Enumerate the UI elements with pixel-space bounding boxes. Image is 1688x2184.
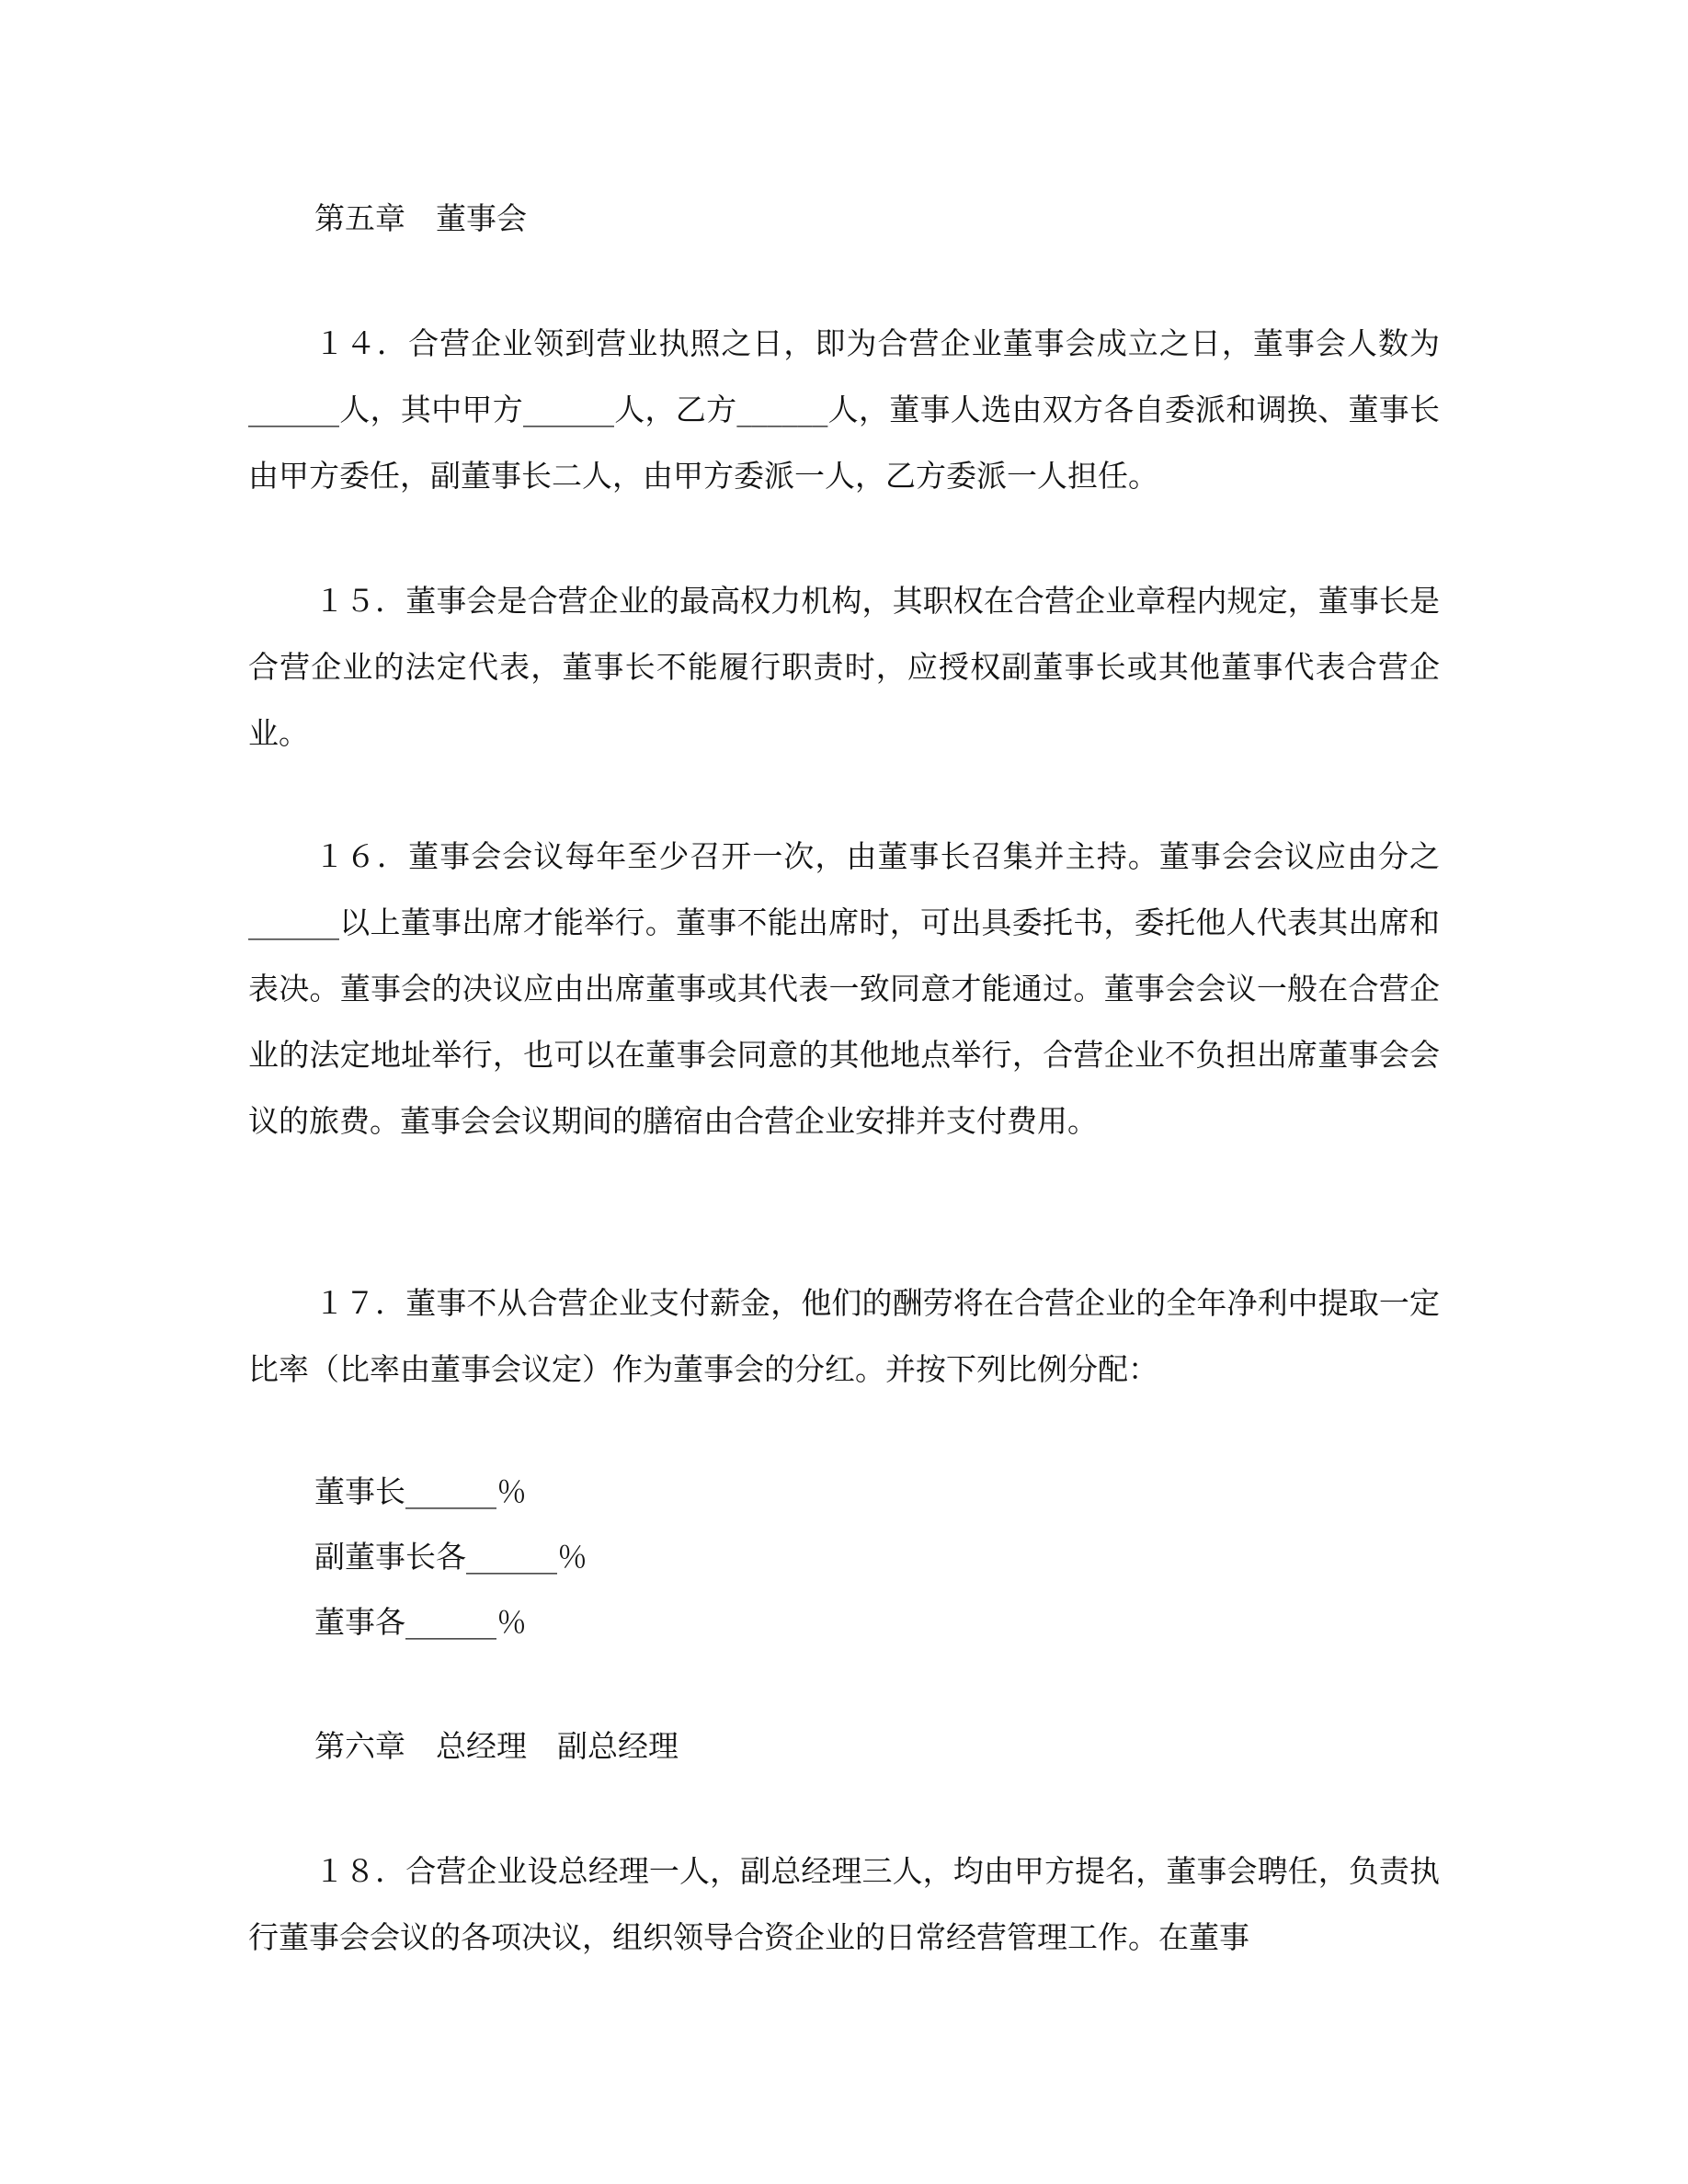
article-17-paragraph: １７．董事不从合营企业支付薪金，他们的酬劳将在合营企业的全年净利中提取一定比率（比率由董事会议定）作为董事会的分红。并按下列比例分配： (248, 1285, 1440, 1387)
chapter-6-heading: 第六章 总经理 副总经理 (314, 1728, 679, 1764)
ratio-vice-chairman (314, 1524, 587, 1590)
chapter-5-heading: 第五章 董事会 (314, 200, 527, 236)
article-14-blank-1: ______ (248, 392, 339, 427)
article-16-paragraph (248, 824, 1440, 1155)
article-18-paragraph: １８．合营企业设总经理一人，副总经理三人，均由甲方提名，董事会聘任，负责执行董事会会议的各项决议，组织领导合资企业的日常经营管理工作。在董事 (248, 1853, 1440, 1955)
ratio-director-unit: ％ (496, 1604, 527, 1640)
article-14-text-3: 人，乙方 (613, 392, 737, 427)
ratio-vice-chairman-unit: ％ (557, 1539, 587, 1575)
ratio-chairman-unit: ％ (496, 1473, 527, 1509)
article-16-text-2: 以上董事出席才能举行。董事不能出席时，可出具委托书，委托他人代表其出席和表决。董事会的决议应由出席董事或其代表一致同意才能通过。董事会会议一般在合营企业的法定地址举行，也可以在董事会同意的其他地点举行，合营企业不负担出席董事会会议的旅费。董事会会议期间的膳宿由合营企业安排并支付费用。 (248, 904, 1440, 1139)
article-15-paragraph: １５．董事会是合营企业的最高权力机构，其职权在合营企业章程内规定，董事长是合营企业的法定代表，董事长不能履行职责时，应授权副董事长或其他董事代表合营企业。 (248, 583, 1440, 751)
ratio-vice-chairman-label: 副董事长各 (314, 1539, 466, 1575)
ratio-chairman-label: 董事长 (314, 1473, 405, 1509)
ratio-director-blank: ______ (405, 1604, 496, 1640)
article-16-text-1: １６．董事会会议每年至少召开一次，由董事长召集并主持。董事会会议应由分之 (314, 838, 1440, 874)
article-14-text-1: １４．合营企业领到营业执照之日，即为合营企业董事会成立之日，董事会人数为 (314, 325, 1440, 361)
ratio-vice-chairman-blank: ______ (466, 1539, 557, 1575)
ratio-director-label: 董事各 (314, 1604, 405, 1640)
article-16-blank-1: ______ (248, 904, 339, 940)
article-14-text-4: 人，董事人选由双方各自委派和调换、董事长由甲方委任，副董事长二人，由甲方委派一人，乙方委派一人担任。 (248, 392, 1440, 494)
article-14-blank-2: ______ (522, 392, 614, 427)
article-14-paragraph (248, 311, 1440, 509)
ratio-director (314, 1589, 527, 1655)
ratio-chairman (314, 1459, 527, 1525)
article-14-blank-3: ______ (736, 392, 828, 427)
ratio-chairman-blank: ______ (405, 1473, 496, 1509)
article-14-text-2: 人，其中甲方 (339, 392, 523, 427)
